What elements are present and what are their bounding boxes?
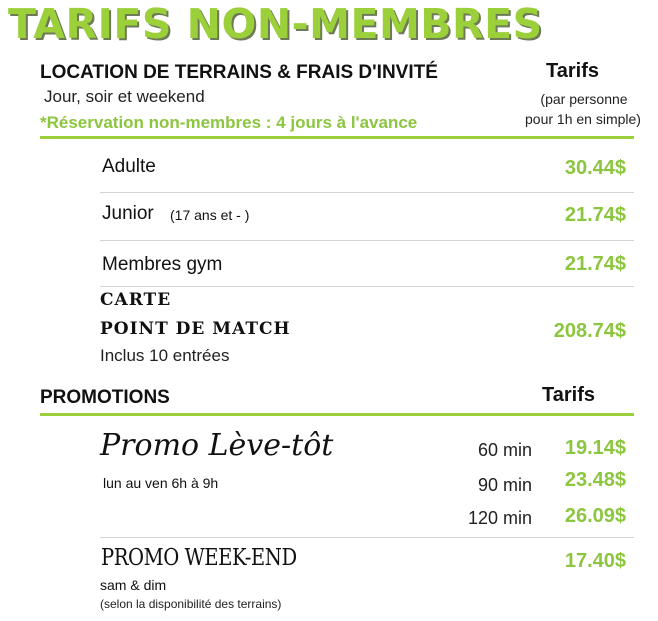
- row-divider: [100, 286, 634, 287]
- row-gym-label: Membres gym: [102, 254, 223, 275]
- row-divider: [100, 537, 634, 538]
- promo-early-duration: 120 min: [467, 508, 532, 528]
- reservation-note: *Réservation non-membres : 4 jours à l'avance: [40, 113, 418, 132]
- location-subheading: Jour, soir et weekend: [44, 87, 205, 106]
- row-junior-price: 21.74$: [564, 204, 626, 226]
- promo-weekend-name: PROMO WEEK-END: [101, 545, 297, 571]
- promo-weekend-price: 17.40$: [564, 550, 626, 572]
- promo-early-duration: 60 min: [477, 440, 532, 460]
- promo-early-price: 26.09$: [564, 505, 626, 527]
- page-title: TARIFS NON-MEMBRES: [8, 0, 543, 48]
- card-line-2: POINT DE MATCH: [100, 319, 291, 339]
- row-divider: [100, 240, 634, 241]
- row-adulte-label: Adulte: [102, 156, 156, 177]
- row-junior-label: Junior: [102, 203, 154, 224]
- tarifs-label: Tarifs: [546, 60, 599, 82]
- row-junior-extra: (17 ans et - ): [170, 207, 250, 223]
- location-heading: LOCATION DE TERRAINS & FRAIS D'INVITÉ: [40, 62, 438, 83]
- promo-early-when: lun au ven 6h à 9h: [103, 475, 219, 491]
- row-adulte-price: 30.44$: [564, 157, 626, 179]
- card-line-1: CARTE: [100, 290, 172, 310]
- row-gym-price: 21.74$: [564, 253, 626, 275]
- promo-early-price: 19.14$: [564, 437, 626, 459]
- tarifs-subnote-1: (par personne: [540, 91, 628, 107]
- section-rule: [40, 413, 634, 416]
- tarifs-subnote-2: pour 1h en simple): [525, 111, 641, 127]
- card-price: 208.74$: [553, 320, 626, 342]
- promo-early-duration: 90 min: [477, 475, 532, 495]
- row-divider: [100, 192, 634, 193]
- promotions-heading: PROMOTIONS: [40, 387, 170, 408]
- promo-weekend-when: sam & dim: [100, 577, 167, 593]
- promotions-tarifs-label: Tarifs: [542, 384, 595, 406]
- section-rule: [40, 136, 634, 139]
- promo-weekend-note: (selon la disponibilité des terrains): [100, 597, 282, 611]
- promo-early-name: Promo Lève-tôt: [100, 428, 334, 463]
- promo-early-price: 23.48$: [564, 469, 626, 491]
- card-line-3: Inclus 10 entrées: [100, 346, 230, 365]
